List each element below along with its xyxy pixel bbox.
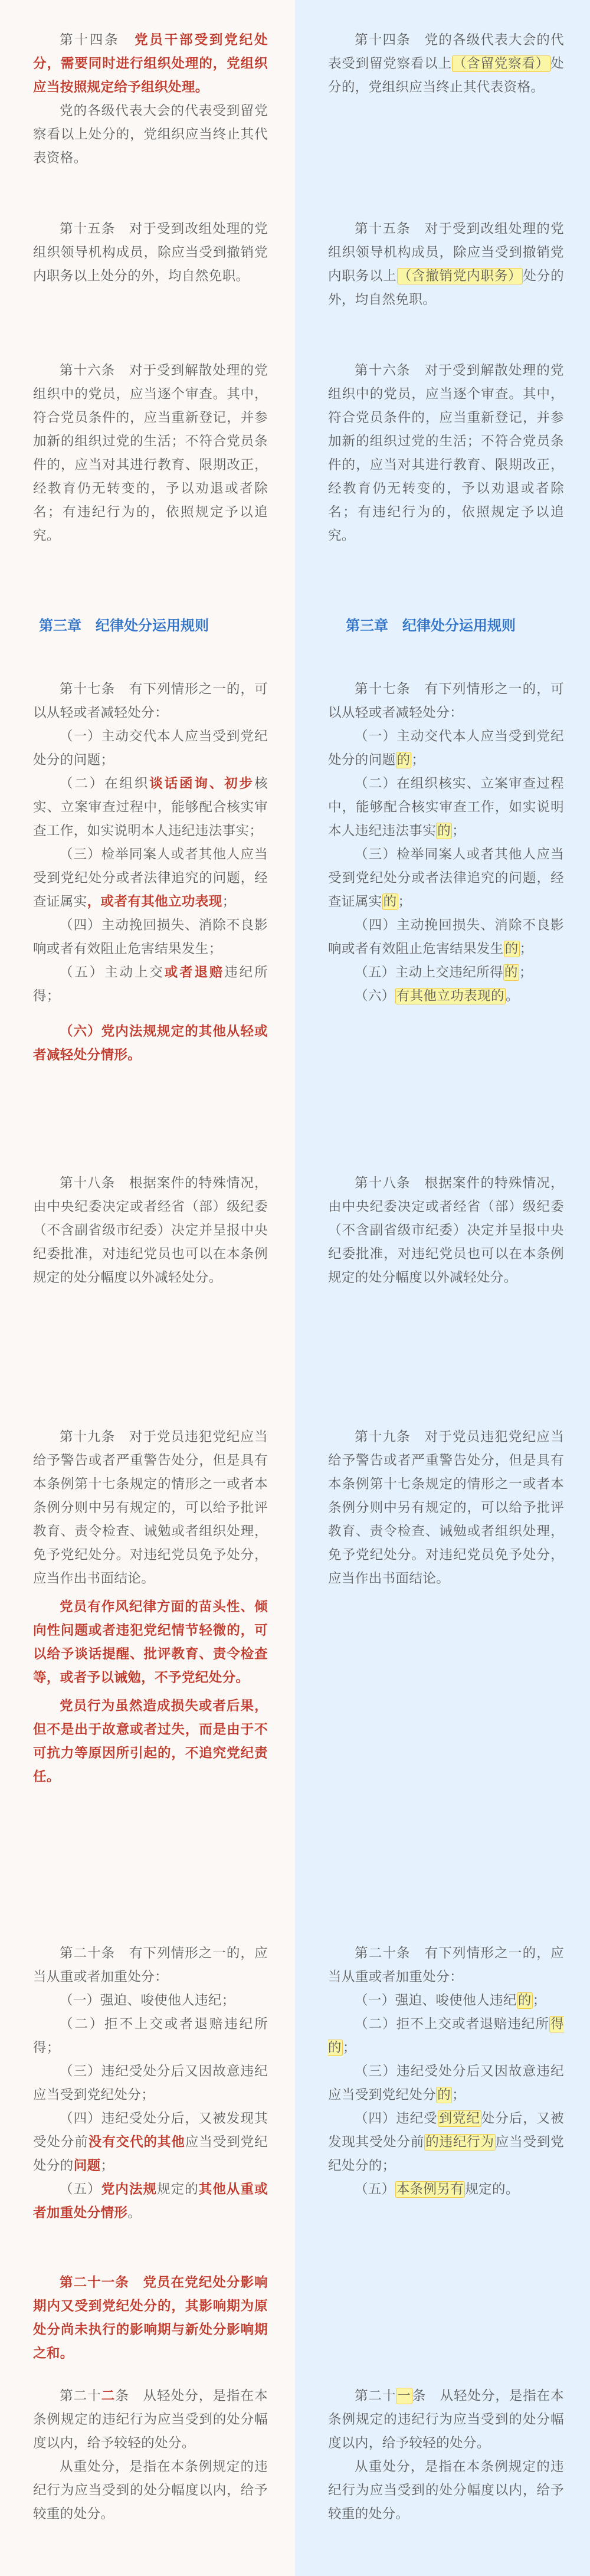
left-article-14: 第十四条 党员干部受到党纪处分，需要同时进行组织处理的，党组织应当按照规定给予组织处理。 党的各级代表大会的代表受到留党察看以上处分的，党组织应当终止其代表资格。 [33, 32, 268, 166]
left-article-18: 第十八条 根据案件的特殊情况，由中央纪委决定或者经省（部）级纪委（不含副省级市纪委）决定并呈报中央纪委批准，对违纪党员也可以在本条例规定的处分幅度以外减轻处分。 [33, 1176, 268, 1285]
right-article-20: 第二十条 有下列情形之一的，应当从重或者加重处分： （一）强迫、唆使他人违纪的； （二）拒不上交或者退赔违纪所得的； （三）违纪受处分后又因故意违纪应当受到党纪处分的； （四）违纪受到党纪处分后，又被发现其受处分前的违纪行为应当受到党纪处分的； （五）本条例另有规定的。 [328, 1946, 564, 2197]
right-column [295, 0, 590, 2576]
right-article-18: 第十八条 根据案件的特殊情况，由中央纪委决定或者经省（部）级纪委（不含副省级市纪委）决定并呈报中央纪委批准，对违纪党员也可以在本条例规定的处分幅度以外减轻处分。 [328, 1176, 564, 1285]
left-article-22: 第二十二条 从轻处分，是指在本条例规定的违纪行为应当受到的处分幅度以内，给予较轻的处分。 从重处分，是指在本条例规定的违纪行为应当受到的处分幅度以内，给予较重的处分。 [33, 2388, 268, 2522]
right-article-19: 第十九条 对于党员违犯党纪应当给予警告或者严重警告处分，但是具有本条例第十七条规定的情形之一或者本条例分则中另有规定的，可以给予批评教育、责令检查、诫勉或者组织处理，免予党纪处分。对违纪党员免予处分，应当作出书面结论。 [328, 1429, 564, 1586]
left-article-17: 第十七条 有下列情形之一的，可以从轻或者减轻处分： （一）主动交代本人应当受到党纪处分的问题； （二）在组织谈话函询、初步核实、立案审查过程中，能够配合核实审查工作，如实说明本人违纪违法事实； （三）检举同案人或者其他人应当受到党纪处分或者法律追究的问题，经查证属实，或者有其他立功表现； （四）主动挽回损失、消除不良影响或者有效阻止危害结果发生； （五）主动上交或者退赔违纪所得； （六）党内法规规定的其他从轻或者减轻处分情形。 [33, 682, 268, 1063]
left-article-19: 第十九条 对于党员违犯党纪应当给予警告或者严重警告处分，但是具有本条例第十七条规定的情形之一或者本条例分则中另有规定的，可以给予批评教育、责令检查、诫勉或者组织处理，免予党纪处分。对违纪党员免予处分，应当作出书面结论。 党员有作风纪律方面的苗头性、倾向性问题或者违犯党纪情节轻微的，可以给予谈话提醒、批评教育、责令检查等，或者予以诫勉，不予党纪处分。 党员行为虽然造成损失或者后果，但不是出于故意或者过失，而是由于不可抗力等原因所引起的，不追究党纪责任。 [33, 1429, 268, 1785]
right-article-14: 第十四条 党的各级代表大会的代表受到留党察看以上（含留党察看）处分的，党组织应当终止其代表资格。 [328, 32, 564, 95]
right-chapter-title: 第三章 纪律处分运用规则 [346, 617, 516, 634]
right-article-16: 第十六条 对于受到解散处理的党组织中的党员，应当逐个审查。其中，符合党员条件的，应当重新登记，并参加新的组织过党的生活；不符合党员条件的，应当对其进行教育、限期改正，经教育仍无转变的，予以劝退或者除名；有违纪行为的，依照规定予以追究。 [328, 363, 564, 544]
right-article-17: 第十七条 有下列情形之一的，可以从轻或者减轻处分： （一）主动交代本人应当受到党纪处分的问题的； （二）在组织核实、立案审查过程中，能够配合核实审查工作，如实说明本人违纪违法事实的； （三）检举同案人或者其他人应当受到党纪处分或者法律追究的问题，经查证属实的； （四）主动挽回损失、消除不良影响或者有效阻止危害结果发生的； （五）主动上交违纪所得的； （六）有其他立功表现的。 [328, 682, 564, 1004]
left-chapter-title: 第三章 纪律处分运用规则 [39, 617, 209, 634]
left-article-15: 第十五条 对于受到改组处理的党组织领导机构成员，除应当受到撤销党内职务以上处分的外，均自然免职。 [33, 221, 268, 284]
right-article-15: 第十五条 对于受到改组处理的党组织领导机构成员，除应当受到撤销党内职务以上（含撤销党内职务）处分的外，均自然免职。 [328, 221, 564, 307]
left-article-21: 第二十一条 党员在党纪处分影响期内又受到党纪处分的，其影响期为原处分尚未执行的影响期与新处分影响期之和。 [33, 2275, 268, 2361]
left-article-16: 第十六条 对于受到解散处理的党组织中的党员，应当逐个审查。其中，符合党员条件的，应当重新登记，并参加新的组织过党的生活；不符合党员条件的，应当对其进行教育、限期改正，经教育仍无转变的，予以劝退或者除名；有违纪行为的，依照规定予以追究。 [33, 363, 268, 544]
right-article-21: 第二十一条 从轻处分，是指在本条例规定的违纪行为应当受到的处分幅度以内，给予较轻的处分。 从重处分，是指在本条例规定的违纪行为应当受到的处分幅度以内，给予较重的处分。 [328, 2388, 564, 2522]
left-article-20: 第二十条 有下列情形之一的，应当从重或者加重处分： （一）强迫、唆使他人违纪； （二）拒不上交或者退赔违纪所得； （三）违纪受处分后又因故意违纪应当受到党纪处分； （四）违纪受处分后，又被发现其受处分前没有交代的其他应当受到党纪处分的问题； （五）党内法规规定的其他从重或者加重处分情形。 [33, 1946, 268, 2221]
